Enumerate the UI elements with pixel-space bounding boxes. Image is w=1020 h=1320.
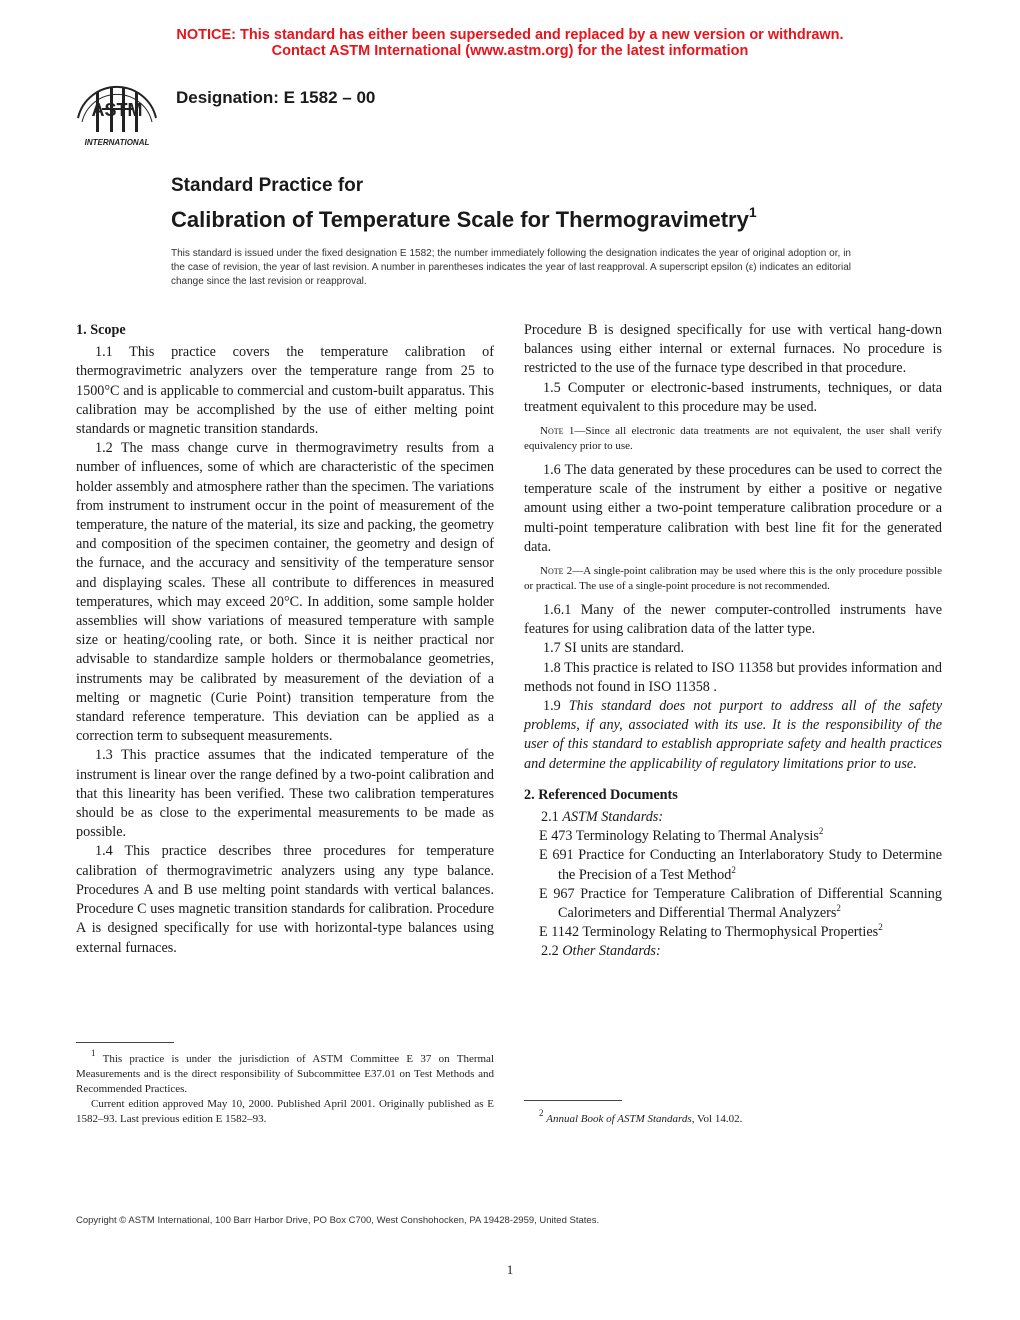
subsection-2-1 [524,808,942,827]
reference-footnote-mark: 2 [836,903,841,914]
paragraph-1-9-text: This standard does not purport to address all of the safety problems, if any, associated with its use. It is the responsibility of the user of this standard to establish appropriate safety and health practices and determine the applicability of regulatory limitations prior to use. [524,698,942,772]
note-1-text: —Since all electronic data treatments are not equivalent, the user shall verify equivalency prior to use. [524,425,942,453]
left-column [76,321,494,958]
reference-e691 [524,846,942,884]
note-2-text: —A single-point calibration may be used where this is the only procedure possible or practical. The use of a single-point procedure is not recommended. [524,565,942,593]
footnote-1-text: This practice is under the jurisdiction of ASTM Committee E 37 on Thermal Measurements and is the direct responsibility of Subcommittee E37.01 on Test Methods and Recommended Practices. [76,1053,494,1095]
right-column [524,321,942,962]
subsection-2-1-number: 2.1 [541,809,563,826]
paragraph-1-6-1: 1.6.1 Many of the newer computer-controlled instruments have features for using calibration data of the latter type. [524,602,942,638]
paragraph-1-6: 1.6 The data generated by these procedures can be used to correct the temperature scale of the instrument by either a positive or negative amount using either a two-point temperature calibration procedure or a multi-point temperature calibration with best line fit for the generated data. [524,462,942,555]
title-line-1: Standard Practice for [171,175,364,196]
note-2-label: Note 2 [540,565,573,578]
title-line-2 [171,198,931,234]
logo-letters: ASTM [91,100,143,120]
footnote-2 [524,1108,942,1127]
copyright-line: Copyright © ASTM International, 100 Barr Harbor Drive, PO Box C700, West Conshohocken, PA 19428-2959, United States. [76,1215,600,1226]
footnote-2-body [524,1108,942,1127]
note-2 [524,564,942,594]
note-1 [524,424,942,454]
footnote-2-volume: , Vol 14.02. [691,1113,743,1125]
paragraph-1-9 [524,697,942,774]
subsection-2-2 [524,942,942,961]
reference-text: E 691 Practice for Conducting an Interlaboratory Study to Determine the Precision of a Test Method [539,847,942,883]
paragraph-1-9-number: 1.9 [543,698,569,715]
reference-text: E 967 Practice for Temperature Calibration of Differential Scanning Calorimeters and Differential Thermal Analyzers [539,885,942,922]
astm-logo [72,78,162,148]
issuance-statement: This standard is issued under the fixed designation E 1582; the number immediately following the designation indicates the year of original adoption or, in the case of revision, the year of last revision. A number in parentheses indicates the year of last reapproval. A superscript epsilon (ε) indicates an editorial change since the last revision or reapproval. [171,248,851,287]
paragraph-1-2: 1.2 The mass change curve in thermogravimetry results from a number of influences, some of which are characteristic of the specimen holder assembly and atmosphere rather than the specimen. The variations from instrument to instrument occur in the point of measurement of the temperature, the nature of the material, its size and packing, the geometry and composition of the specimen container, the geometry and design of the furnace, and the accuracy and sensitivity of the temperature sensor and displaying scales. These all contribute to differences in measured temperatures, which may exceed 20°C. In addition, some sample holder assemblies will show variations of measured temperature with sample size or heating/cooling rate, or both. Since it is neither practical nor advisable to standardize sample holders or thermobalance geometries, instruments may be calibrated by measurement of the deviation of a melting or magnetic (Curie Point) transition temperature from the standard reference temperature. This deviation can be applied as a correction term to subsequent measurements. [76,440,494,745]
reference-footnote-mark: 2 [731,864,736,875]
designation: Designation: E 1582 – 00 [176,88,376,107]
reference-text: E 1142 Terminology Relating to Thermophysical Properties [539,924,879,941]
notice-line-2: Contact ASTM International (www.astm.org) for the latest information [271,43,749,59]
document-title [171,174,931,234]
subsection-2-1-label: ASTM Standards: [562,809,664,826]
section-heading-referenced-documents: 2. Referenced Documents [524,786,678,803]
paragraph-1-8: 1.8 This practice is related to ISO 11358 but provides information and methods not found in ISO 11358 . [524,659,942,695]
footnote-rule-left [76,1042,174,1043]
subsection-2-2-number: 2.2 [541,943,563,960]
footnote-2-title: Annual Book of ASTM Standards [546,1113,692,1125]
reference-e1142 [524,923,942,942]
logo-caption: INTERNATIONAL [84,138,150,147]
footnote-1 [76,1048,494,1127]
note-1-label: Note 1 [540,425,575,438]
reference-e967 [524,885,942,923]
paragraph-1-3: 1.3 This practice assumes that the indicated temperature of the instrument is linear over the range defined by a two-point calibration and that this linearity has been verified. These two calibration temperatures should be as close to the experimental measurements to be made as possible. [76,747,494,841]
paragraph-1-4-continued: Procedure B is designed specifically for use with vertical hang-down balances using either internal or external furnaces. No procedure is restricted to the use of the furnace type described in that procedure. [524,322,942,377]
subsection-2-2-label: Other Standards: [562,943,661,960]
title-main-text: Calibration of Temperature Scale for Thermogravimetry [171,207,749,232]
section-heading-scope: 1. Scope [76,322,126,338]
paragraph-1-1: 1.1 This practice covers the temperature calibration of thermogravimetric analyzers over the temperature range from 25 to 1500°C and is applicable to commercial and custom-built apparatus. This calibration may be accomplished by the use of either melting point standards or magnetic transition standards. [76,344,494,438]
withdrawal-notice [0,27,1020,59]
paragraph-1-5: 1.5 Computer or electronic-based instruments, techniques, or data treatment equivalent to this procedure may be used. [524,379,942,415]
footnote-rule-right [524,1100,622,1101]
footnote-2-mark: 2 [539,1108,544,1118]
reference-text: E 473 Terminology Relating to Thermal Analysis [539,828,819,845]
notice-line-1: NOTICE: This standard has either been superseded and replaced by a new version or withdrawn. [176,27,844,43]
paragraph-1-4: 1.4 This practice describes three procedures for temperature calibration of thermogravimetric analyzers using any type balance. Procedures A and B use melting point standards with vertical balances. Procedure C uses magnetic transition standards for calibration. Procedure A is designed specifically for use with horizontal-type balances using external furnaces. [76,843,494,956]
reference-footnote-mark: 2 [818,826,824,837]
title-footnote-mark: 1 [748,204,757,220]
paragraph-1-7: 1.7 SI units are standard. [543,640,685,657]
reference-e473 [524,827,942,846]
footnote-1-edition: Current edition approved May 10, 2000. Published April 2001. Originally published as E 1582–93. Last previous edition E 1582–93. [76,1098,494,1125]
footnote-1-body [76,1048,494,1097]
page-number: 1 [506,1262,514,1277]
reference-footnote-mark: 2 [878,922,883,933]
footnote-1-mark: 1 [91,1048,96,1058]
